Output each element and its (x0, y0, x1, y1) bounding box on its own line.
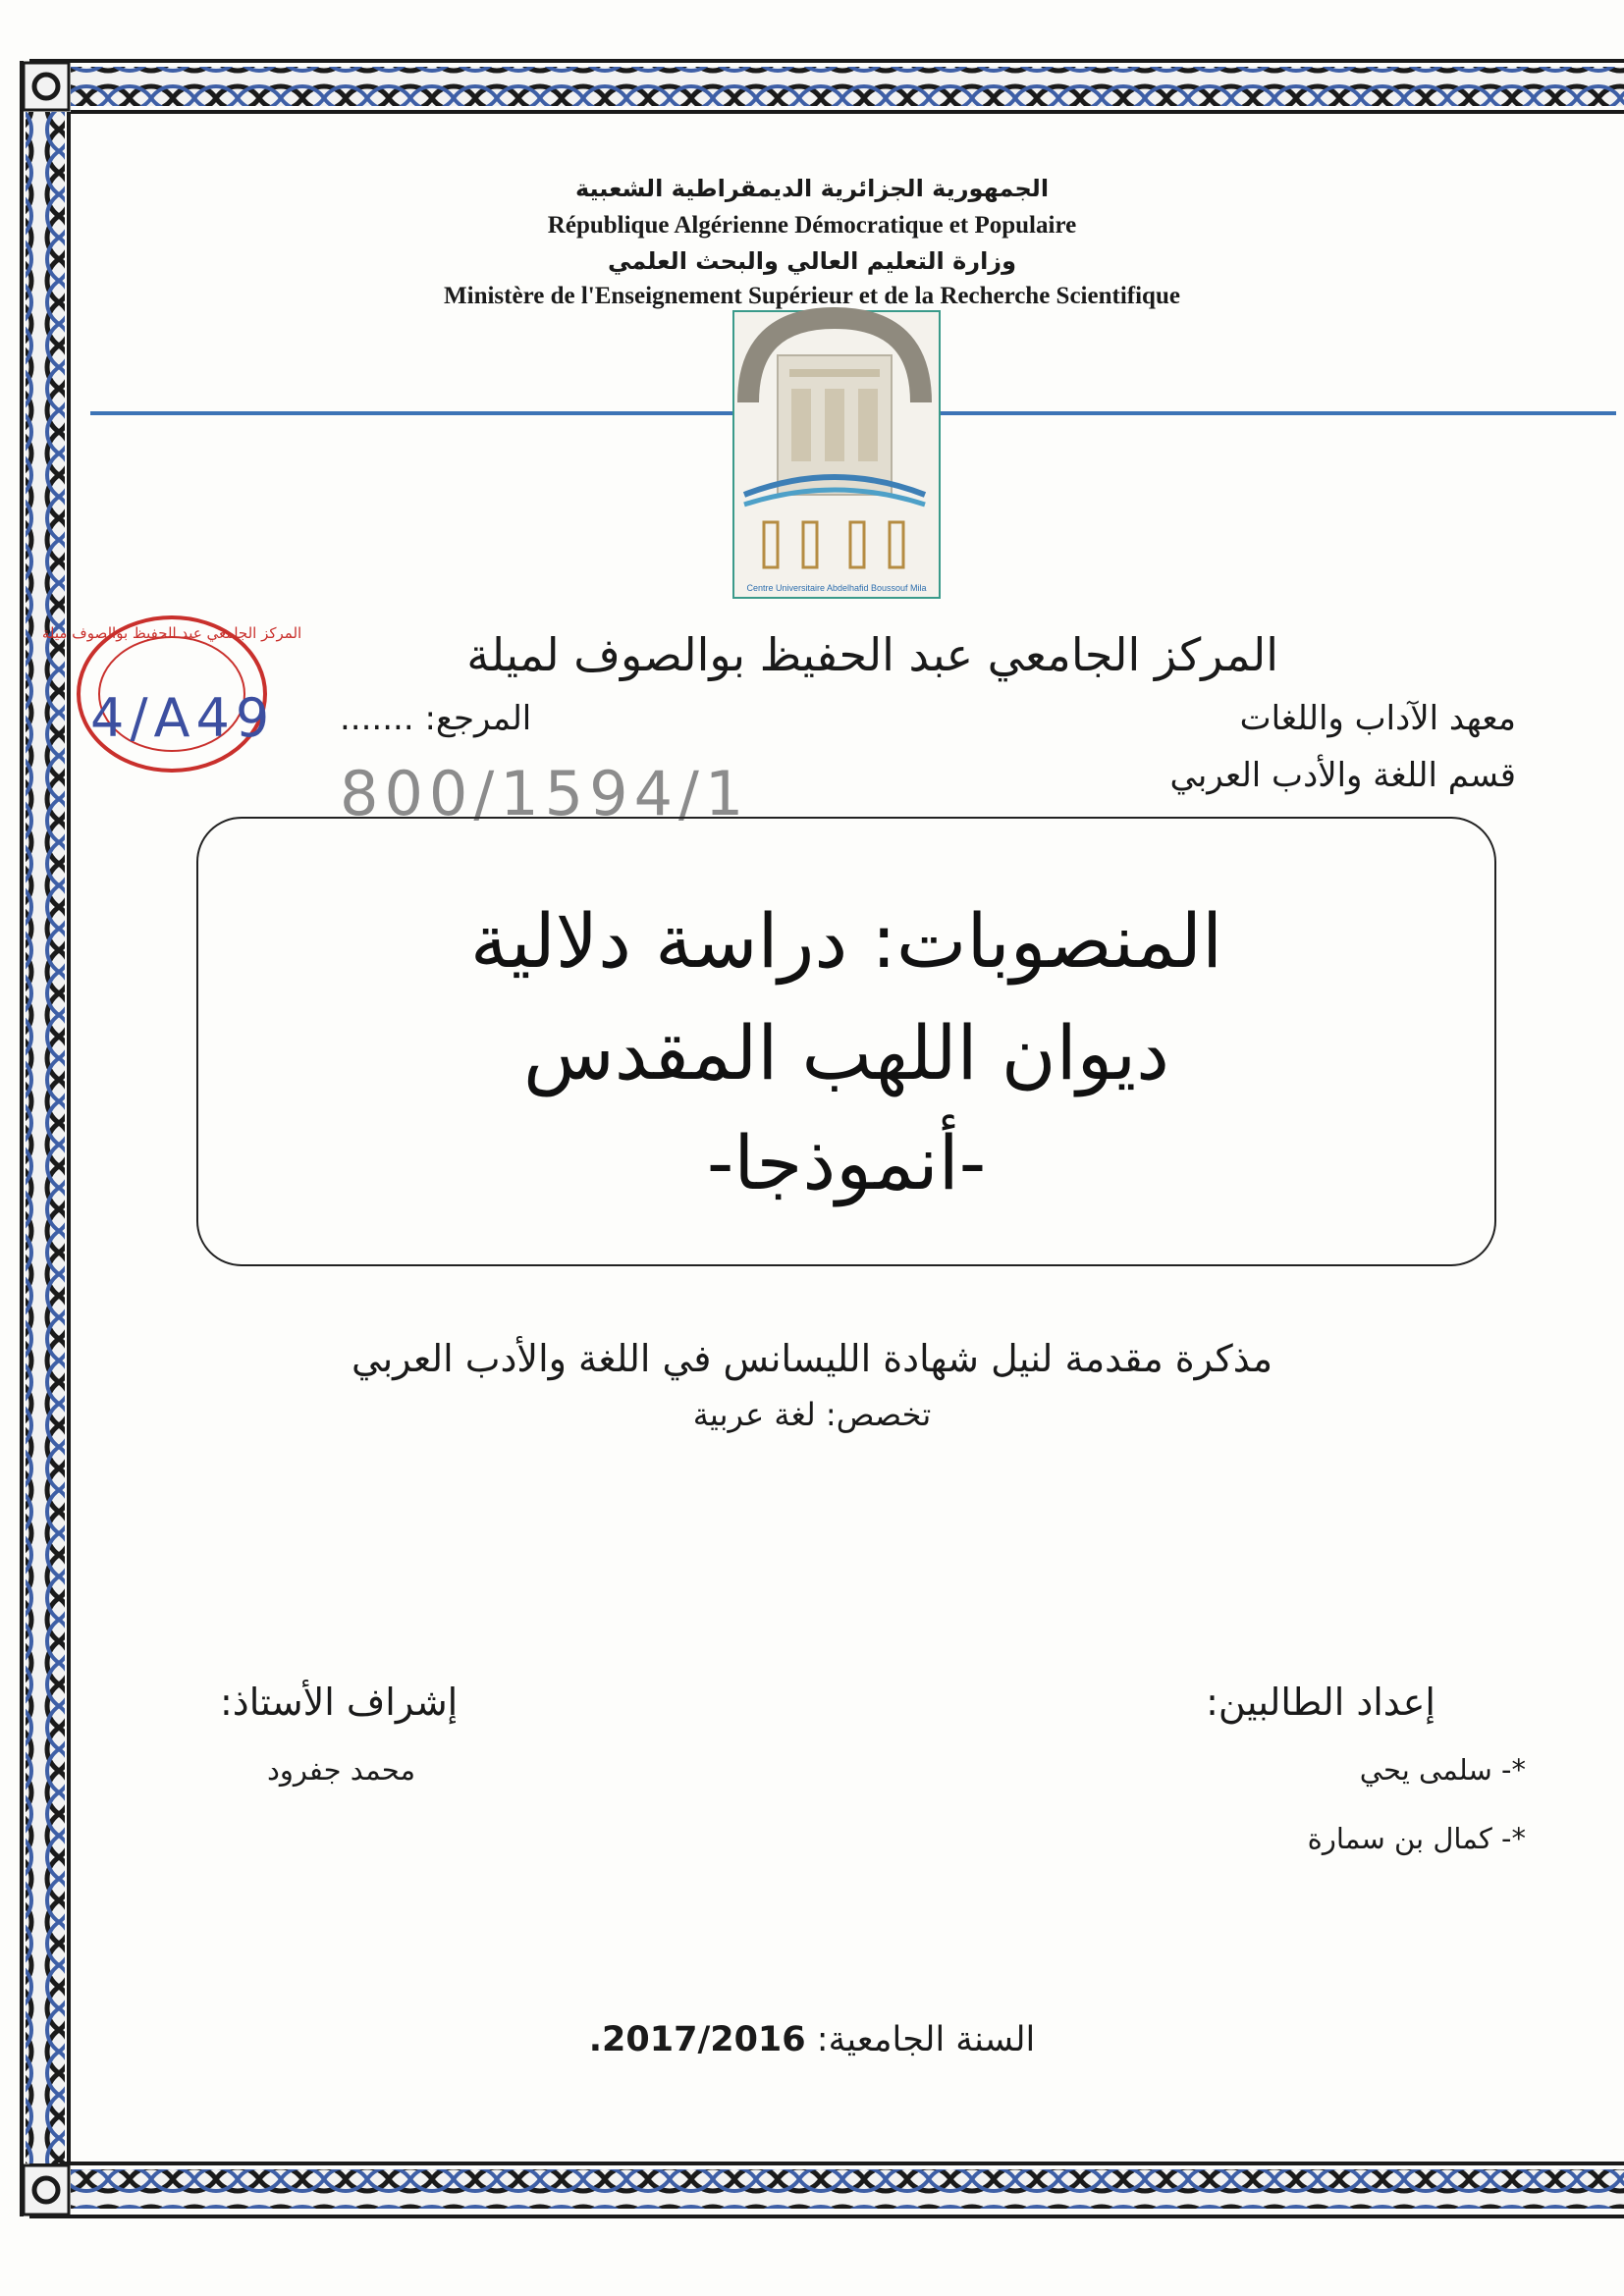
logo-caption: Centre Universitaire Abdelhafid Boussouf Mila (746, 583, 927, 593)
header-rule-right (939, 411, 1616, 415)
academic-year (0, 2020, 1624, 2059)
reference-number: 800/1594/1 (340, 758, 750, 829)
institute-name: معهد الآداب واللغات (1239, 699, 1516, 738)
title-line-3: -أنموذجا- (706, 1119, 987, 1206)
reference-handwritten: 4/A49 (90, 687, 276, 749)
title-line-2: ديوان اللهب المقدس (523, 1009, 1169, 1096)
ministry-arabic: وزارة التعليم العالي والبحث العلمي (607, 247, 1017, 275)
department-name: قسم اللغة والأدب العربي (1169, 756, 1516, 795)
academic-year-label: السنة الجامعية: (816, 2020, 1036, 2059)
student-name-1: *- سلمى يحي (1359, 1753, 1526, 1787)
memo-specialty: تخصص: لغة عربية (692, 1396, 932, 1433)
stamp-text: المركز الجامعي عبد الحفيظ بوالصوف ميلة (41, 624, 302, 642)
republic-arabic: الجمهورية الجزائرية الديمقراطية الشعبية (574, 175, 1050, 202)
reference-label: المرجع: ....... (340, 699, 532, 738)
supervisor-label: إشراف الأستاذ: (220, 1681, 459, 1724)
supervisor-name: محمد جفرود (267, 1753, 415, 1787)
students-label: إعداد الطالبين: (1206, 1681, 1435, 1724)
title-box (196, 817, 1496, 1266)
ministry-french: Ministère de l'Enseignement Supérieur et de la Recherche Scientifique (444, 283, 1180, 309)
memo-description: مذكرة مقدمة لنيل شهادة الليسانس في اللغة والأدب العربي (351, 1337, 1273, 1380)
university-logo (732, 310, 941, 599)
header-rule-left (90, 411, 732, 415)
republic-french: République Algérienne Démocratique et Populaire (547, 212, 1077, 239)
title-line-1: المنصوبات: دراسة دلالية (469, 897, 1223, 985)
student-name-2: *- كمال بن سمارة (1307, 1822, 1526, 1855)
academic-year-value: 2017/2016. (588, 2020, 806, 2059)
institution-name: المركز الجامعي عبد الحفيظ بوالصوف لميلة (466, 628, 1278, 681)
